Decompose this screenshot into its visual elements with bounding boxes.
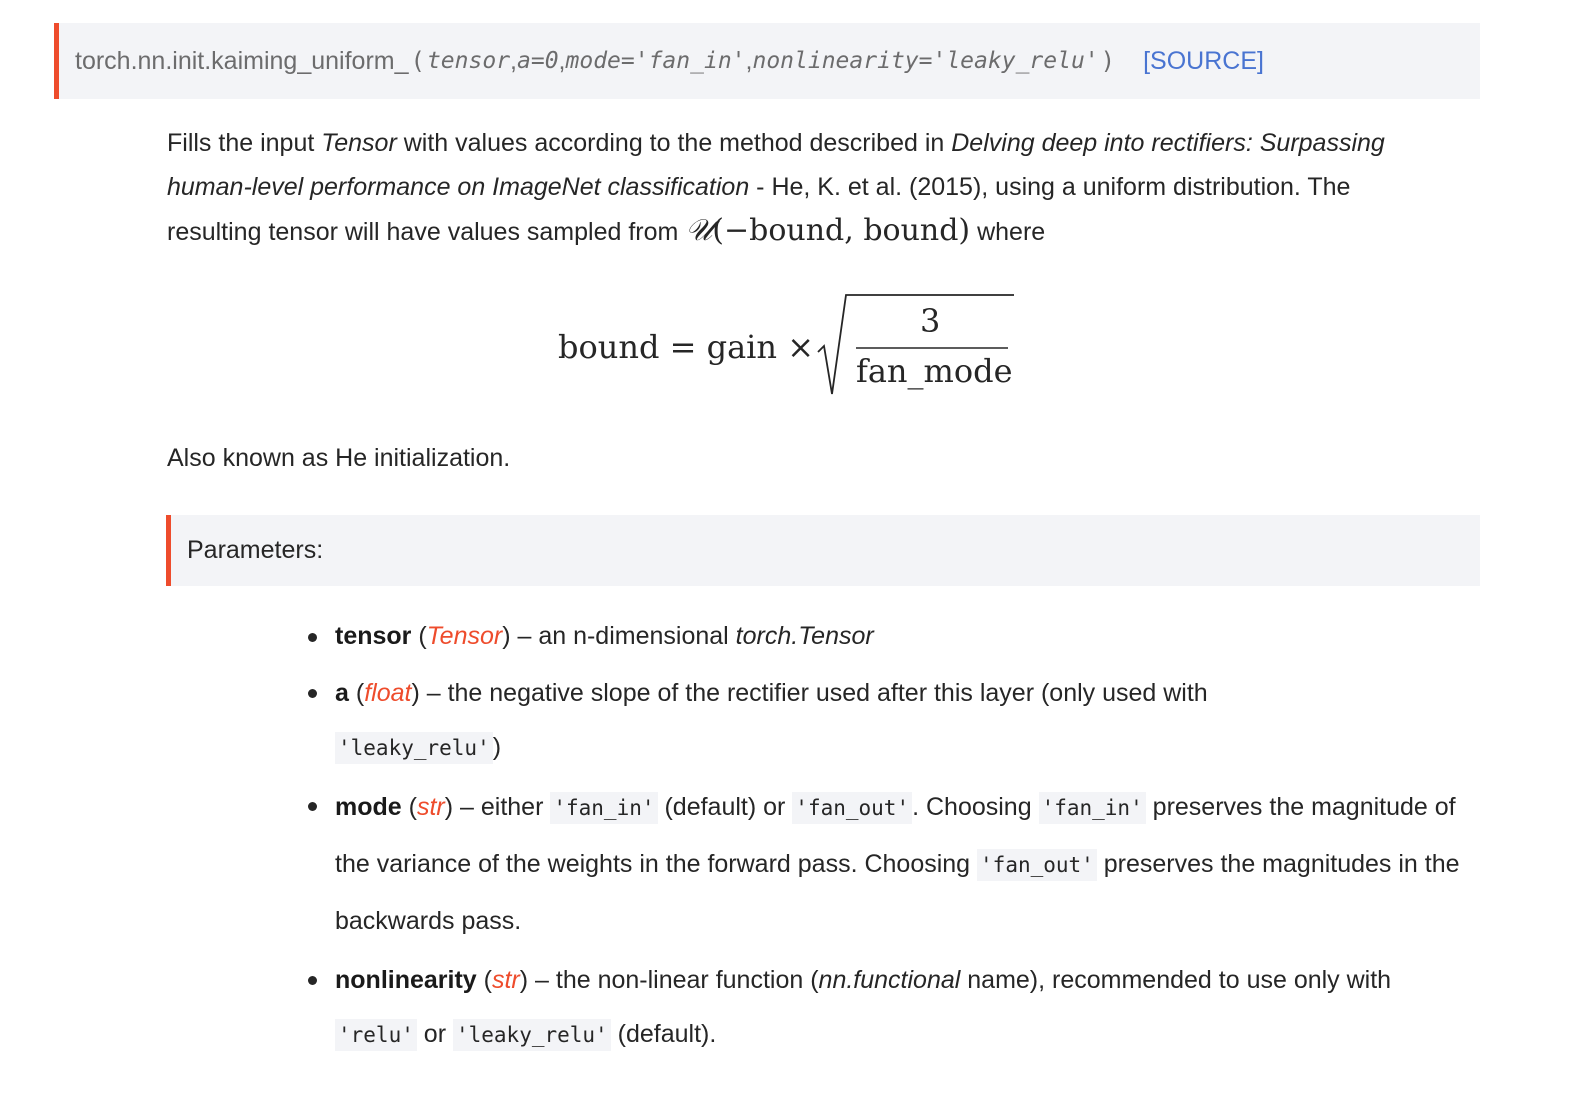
uniform-distribution-math: [685, 213, 970, 248]
param-desc: – the non-linear function (: [528, 966, 819, 994]
formula-denominator: fan_mode: [856, 352, 1013, 390]
list-item-mode: [335, 779, 1470, 949]
param-tensor-sig: tensor: [426, 48, 511, 74]
paren: (: [401, 793, 417, 821]
param-type[interactable]: str: [416, 793, 445, 821]
paren: ): [444, 793, 454, 821]
desc-text: with values according to the method described in: [396, 129, 952, 157]
bound-formula: [558, 290, 1028, 410]
param-a-sig: a=0: [517, 48, 559, 74]
param-type[interactable]: Tensor: [426, 622, 503, 650]
inline-code: 'fan_out': [977, 849, 1097, 881]
inline-code: 'fan_in': [1039, 792, 1146, 824]
inline-code: 'leaky_relu': [453, 1019, 611, 1051]
param-type[interactable]: float: [364, 679, 412, 707]
formula-numerator: 3: [920, 302, 941, 340]
also-known-as: Also known as He initialization.: [167, 444, 511, 472]
source-link[interactable]: [SOURCE]: [1143, 46, 1264, 75]
signature-open-paren: (: [410, 47, 425, 75]
param-name: nonlinearity: [335, 966, 477, 994]
param-desc: . Choosing: [912, 793, 1039, 821]
param-desc: ): [492, 733, 502, 761]
paren: (: [476, 966, 492, 994]
function-name: torch.nn.init.kaiming_uniform_: [75, 46, 409, 75]
param-name: mode: [335, 793, 402, 821]
param-desc: preserves the magnitudes in the backwards pass.: [335, 850, 1460, 935]
param-desc: – an n-dimensional: [510, 622, 736, 650]
param-nonlinearity-sig: nonlinearity='leaky_relu': [752, 48, 1099, 74]
paper-title: Delving deep into rectifiers: Surpassing human-level performance on ImageNet classification: [167, 129, 1385, 201]
uniform-args: (−bound, bound): [712, 213, 971, 248]
list-item-a: [335, 666, 1470, 775]
function-signature: [54, 23, 1480, 99]
list-item-nonlinearity: [335, 953, 1470, 1062]
inline-code: 'relu': [335, 1019, 417, 1051]
desc-text: Fills the input: [167, 129, 322, 157]
paren: ): [502, 622, 511, 650]
inline-code: 'fan_in': [550, 792, 657, 824]
sig-separator: ,: [745, 46, 753, 75]
sig-separator: ,: [510, 46, 517, 75]
param-mode-sig: mode='fan_in': [565, 48, 746, 74]
inline-code: 'leaky_relu': [335, 732, 493, 764]
inline-code: 'fan_out': [792, 792, 912, 824]
uniform-symbol: 𝒰: [685, 213, 713, 248]
desc-text: where: [970, 218, 1046, 246]
signature-close-paren: ): [1100, 47, 1116, 75]
param-desc: preserves the magnitude of the variance of the weights in the forward pass. Choosing: [335, 793, 1456, 878]
param-desc: or: [416, 1020, 453, 1048]
param-name: tensor: [335, 622, 412, 650]
param-desc: name), recommended to use only with: [960, 966, 1392, 994]
param-desc-emphasis: nn.functional: [818, 966, 961, 994]
param-type[interactable]: str: [491, 966, 520, 994]
paren: (: [348, 679, 365, 707]
paren: ): [519, 966, 529, 994]
sig-separator: ,: [558, 46, 566, 75]
paren: (: [411, 622, 427, 650]
param-name: a: [335, 679, 349, 707]
desc-text: - He, K. et al. (2015), using a uniform distribution. The resulting tensor will have values sampled from: [167, 173, 1351, 246]
param-desc: – the negative slope of the rectifier used after this layer (only used with: [419, 679, 1208, 707]
list-item-tensor: [335, 610, 1470, 662]
desc-tensor-emphasis: Tensor: [321, 129, 397, 157]
description-paragraph: [167, 121, 1427, 254]
parameters-list: [335, 610, 1470, 1066]
formula-lhs: bound = gain ×: [558, 328, 814, 366]
param-desc: (default).: [610, 1020, 717, 1048]
parameters-heading: [166, 515, 1480, 586]
parameters-heading-label: Parameters:: [187, 536, 324, 564]
paren: ): [411, 679, 420, 707]
param-desc: (default) or: [657, 793, 793, 821]
param-desc-emphasis: torch.Tensor: [735, 622, 874, 650]
param-desc: – either: [453, 793, 551, 821]
